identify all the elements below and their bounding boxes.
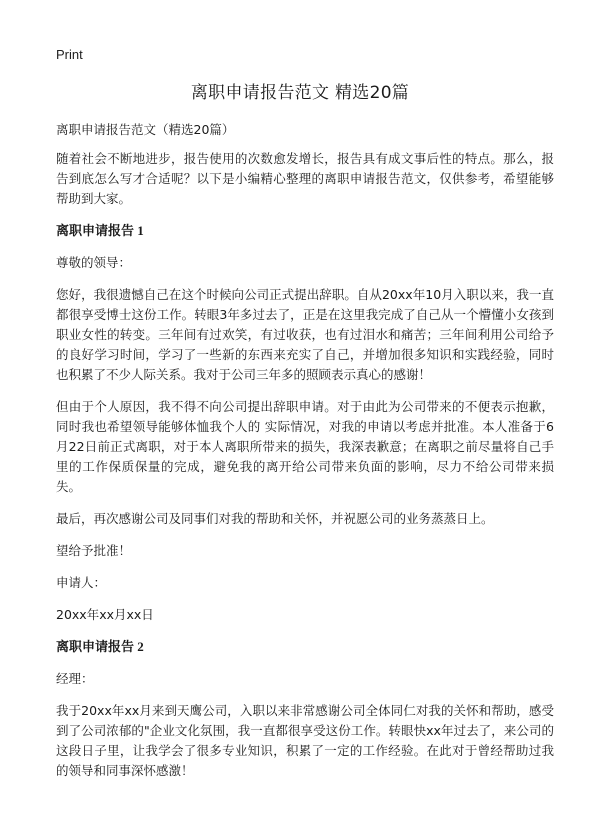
document-subtitle: 离职申请报告范文（精选20篇） (56, 122, 235, 137)
report-1-closing: 望给予批准！ (56, 543, 132, 558)
document-title: 离职申请报告范文 精选20篇 (190, 83, 410, 103)
print-link[interactable]: Print (56, 47, 83, 62)
report-1-date: 20xx年xx月xx日 (56, 607, 154, 622)
report-2-heading: 离职申请报告 2 (56, 639, 144, 654)
report-1-salutation: 尊敬的领导： (56, 255, 132, 270)
report-2-salutation: 经理： (56, 671, 94, 686)
intro-paragraph: 随着社会不断地进步，报告使用的次数愈发增长，报告具有成文事后性的特点。那么，报告到底怎么写才合适呢？以下是小编精心整理的离职申请报告范文，仅供参考，希望能够帮助到大家。 (56, 151, 554, 206)
report-1-heading: 离职申请报告 1 (56, 223, 144, 238)
report-1-paragraph-3: 最后，再次感谢公司及同事们对我的帮助和关怀，并祝愿公司的业务蒸蒸日上。 (56, 511, 494, 526)
report-1-paragraph-1: 您好，我很遗憾自己在这个时候向公司正式提出辞职。自从20xx年10月入职以来，我一直都很享受博士这份工作。转眼3年多过去了，正是在这里我完成了自己从一个懵懂小女孩到职业女性的转变。三年间有过欢笑，有过收获，也有过泪水和痛苦；三年间利用公司给予的良好学习时间，学习了一些新的东西来充实了自己，并增加很多知识和实践经验，同时也积累了不少人际关系。我对于公司三年多的照顾表示真心的感谢！ (56, 287, 554, 382)
document-body (56, 120, 554, 793)
report-2-paragraph-1: 我于20xx年xx月来到天鹰公司，入职以来非常感谢公司全体同仁对我的关怀和帮助，感受到了公司浓郁的"企业文化氛围，我一直都很享受这份工作。转眼快xx年过去了，来公司的这段日子里，让我学会了很多专业知识，积累了一定的工作经验。在此对于曾经帮助过我的领导和同事深怀感激！ (56, 703, 554, 778)
report-1-paragraph-2: 但由于个人原因，我不得不向公司提出辞职申请。对于由此为公司带来的不便表示抱歉，同时我也希望领导能够体恤我个人的 实际情况，对我的申请以考虑并批准。本人准备于6月22日前正式离职，对于本人离职所带来的损失，我深表歉意；在离职之前尽量将自己手里的工作保质保量的完成，避免我的离开给公司带来负面的影响，尽力不给公司带来损失。 (56, 399, 554, 494)
report-1-applicant: 申请人： (56, 575, 107, 590)
